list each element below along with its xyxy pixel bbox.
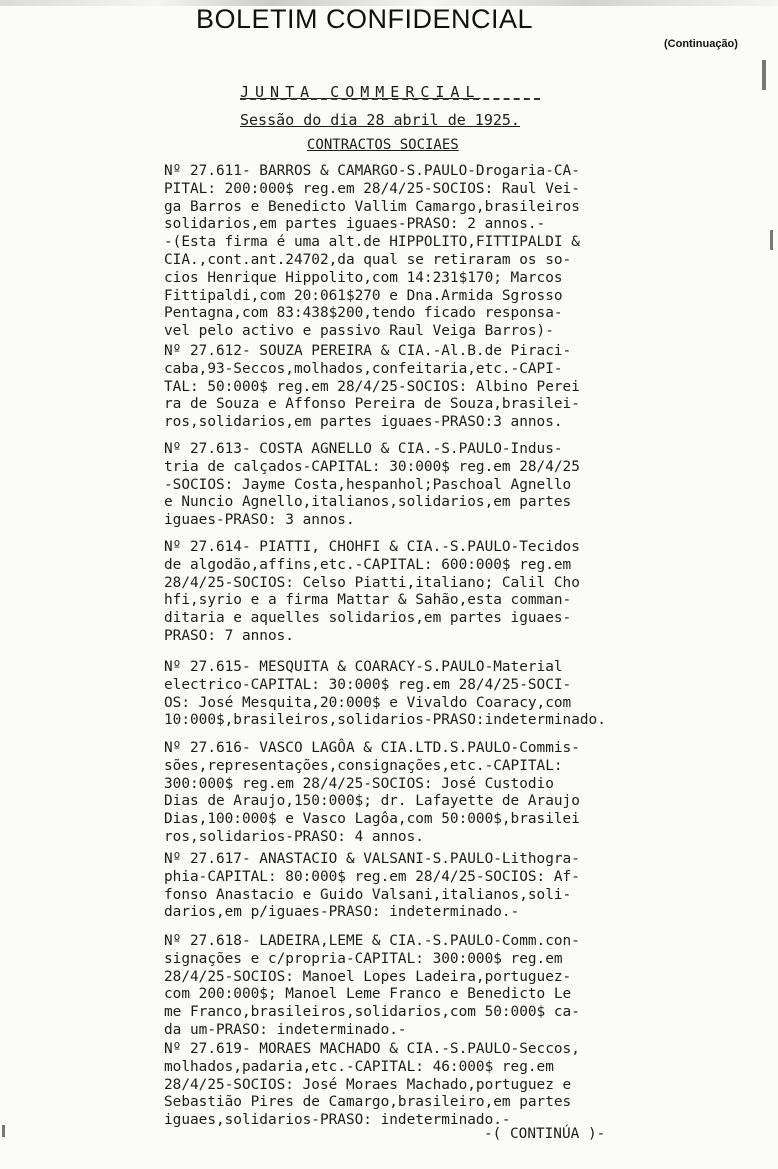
continues-footer: -( CONTINÚA )-: [484, 1126, 606, 1142]
entry-line: -SOCIOS: Jayme Costa,hespanhol;Paschoal Agnello: [164, 476, 572, 493]
entry-line: -(Esta firma é uma alt.de HIPPOLITO,FITTIPALDI &: [164, 234, 580, 251]
entry-line: electrico-CAPITAL: 30:000$ reg.em 28/4/25-SOCI-: [164, 676, 572, 693]
contract-entry: [164, 740, 764, 847]
entry-line: phia-CAPITAL: 80:000$ reg.em 28/4/25-SOCIOS: Af-: [164, 868, 580, 885]
entry-line: ga Barros e Benedicto Vallim Camargo,brasileiros: [164, 198, 580, 215]
entry-line: 10:000$,brasileiros,solidarios-PRASO:indeterminado.: [164, 712, 606, 729]
entry-line: com 200:000$; Manoel Leme Franco e Benedicto Le: [164, 986, 572, 1003]
session-date: Sessão do dia 28 abril de 1925.: [240, 111, 520, 129]
entry-line: sões,representações,consignações,etc.-CAPITAL:: [164, 757, 563, 774]
section-subtitle: CONTRACTOS SOCIAES: [307, 137, 459, 153]
entry-line: e Nuncio Agnello,italianos,solidarios,em partes: [164, 494, 572, 511]
entry-line: Nº 27.618- LADEIRA,LEME & CIA.-S.PAULO-Comm.con-: [164, 933, 580, 949]
continuation-label: (Continuação): [664, 38, 738, 50]
entry-line: PRASO: 7 annos.: [164, 627, 294, 644]
entry-line: caba,93-Seccos,molhados,confeitaria,etc.-CAPI-: [164, 360, 563, 377]
entry-line: molhados,padaria,etc.-CAPITAL: 46:000$ reg.em: [164, 1058, 554, 1075]
entry-line: ros,solidarios-PRASO: 4 annos.: [164, 828, 424, 845]
section-title: JUNTA COMMERCIAL: [240, 83, 481, 101]
contract-entry: [164, 539, 764, 646]
entry-line: Nº 27.615- MESQUITA & COARACY-S.PAULO-Material: [164, 659, 563, 675]
entry-line: Nº 27.614- PIATTI, CHOHFI & CIA.-S.PAULO-Tecidos: [164, 539, 580, 555]
entry-line: signações e c/propria-CAPITAL: 300:000$ reg.em: [164, 950, 563, 967]
scan-edge-mark: [762, 60, 766, 90]
entry-line: Nº 27.612- SOUZA PEREIRA & CIA.-Al.B.de Piraci-: [164, 343, 572, 359]
entry-line: solidarios,em partes iguaes-PRASO: 2 annos.-: [164, 216, 546, 233]
entry-line: cios Henrique Hippolito,com 14:231$170; Marcos: [164, 269, 563, 286]
entry-line: 28/4/25-SOCIOS: Manoel Lopes Ladeira,portuguez-: [164, 968, 572, 985]
entry-line: hfi,syrio e a firma Mattar & Sahão,esta comman-: [164, 592, 572, 609]
entry-line: Nº 27.619- MORAES MACHADO & CIA.-S.PAULO-Seccos,: [164, 1041, 580, 1057]
entry-line: darios,em p/iguaes-PRASO: indeterminado.-: [164, 904, 520, 921]
entry-line: Fittipaldi,com 20:061$270 e Dna.Armida Sgrosso: [164, 287, 563, 304]
entry-line: Sebastião Pires de Camargo,brasileiro,em partes: [164, 1094, 572, 1111]
contract-entry: [164, 659, 764, 730]
entry-line: PITAL: 200:000$ reg.em 28/4/25-SOCIOS: Raul Vei-: [164, 180, 580, 197]
contract-entry: [164, 1041, 764, 1130]
entry-line: 28/4/25-SOCIOS: José Moraes Machado,portuguez e: [164, 1076, 572, 1093]
entry-line: Pentagna,com 83:438$200,tendo ficado responsa-: [164, 305, 563, 322]
contract-entry: [164, 441, 764, 530]
entry-line: TAL: 50:000$ reg.em 28/4/25-SOCIOS: Albino Perei: [164, 378, 580, 395]
entry-line: OS: José Mesquita,20:000$ e Vivaldo Coaracy,com: [164, 694, 572, 711]
entry-line: iguaes,solidarios-PRASO: indeterminado.-: [164, 1112, 511, 1129]
entry-line: ditaria e aquelles solidarios,em partes iguaes-: [164, 610, 572, 627]
entry-line: Dias,100:000$ e Vasco Lagôa,com 50:000$,brasilei: [164, 811, 580, 828]
entry-line: CIA.,cont.ant.24702,da qual se retiraram os so-: [164, 251, 572, 268]
entry-line: de algodão,affins,etc.-CAPITAL: 600:000$ reg.em: [164, 556, 572, 573]
contract-entry: [164, 343, 764, 432]
entry-line: da um-PRASO: indeterminado.-: [164, 1021, 407, 1038]
entry-line: ra de Souza e Affonso Pereira de Souza,brasilei-: [164, 396, 580, 413]
entry-line: fonso Anastacio e Guido Valsani,italianos,soli-: [164, 886, 572, 903]
entry-line: vel pelo activo e passivo Raul Veiga Barros)-: [164, 323, 554, 340]
entry-line: Nº 27.616- VASCO LAGÔA & CIA.LTD.S.PAULO-Commis-: [164, 740, 580, 756]
section-divider: [240, 98, 540, 100]
scan-edge-mark: [2, 1125, 5, 1137]
document-title: BOLETIM CONFIDENCIAL: [196, 4, 534, 34]
entry-line: ros,solidarios,em partes iguaes-PRASO:3 annos.: [164, 414, 563, 431]
entry-line: me Franco,brasileiros,solidarios,com 50:000$ ca-: [164, 1004, 580, 1021]
entry-line: Nº 27.617- ANASTACIO & VALSANI-S.PAULO-Lithogra-: [164, 851, 580, 867]
entry-line: 300:000$ reg.em 28/4/25-SOCIOS: José Custodio: [164, 775, 554, 792]
entry-line: iguaes-PRASO: 3 annos.: [164, 512, 355, 529]
scan-edge-mark: [770, 230, 773, 250]
entry-line: Nº 27.611- BARROS & CAMARGO-S.PAULO-Drogaria-CA-: [164, 163, 580, 179]
contract-entry: [164, 933, 764, 1040]
entry-line: Nº 27.613- COSTA AGNELLO & CIA.-S.PAULO-Indus-: [164, 441, 563, 457]
entry-line: tria de calçados-CAPITAL: 30:000$ reg.em 28/4/25: [164, 458, 580, 475]
entry-line: 28/4/25-SOCIOS: Celso Piatti,italiano; Calil Cho: [164, 574, 580, 591]
contract-entry: [164, 163, 764, 341]
entry-line: Dias de Araujo,150:000$; dr. Lafayette de Araujo: [164, 793, 580, 810]
contract-entry: [164, 851, 764, 922]
